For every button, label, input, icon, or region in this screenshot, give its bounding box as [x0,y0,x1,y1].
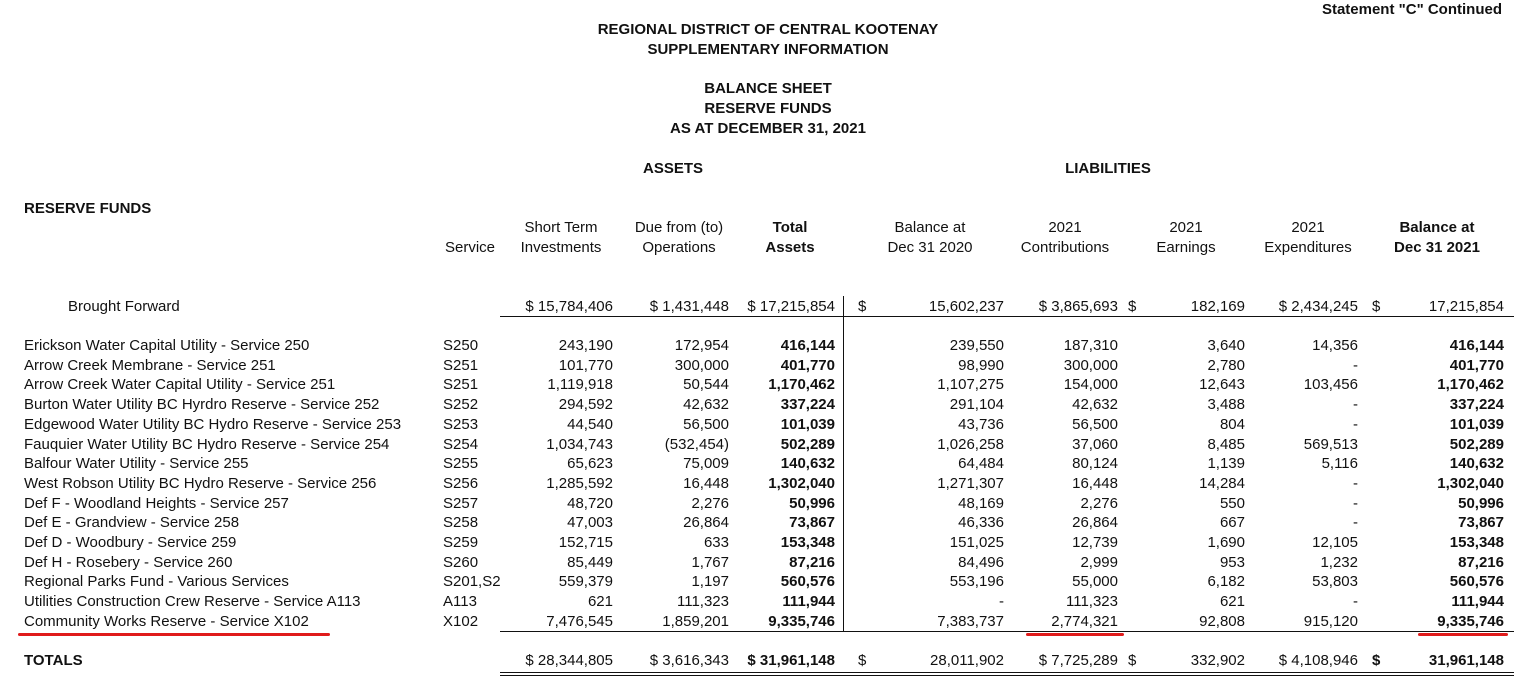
short-term-investments: 47,003 [567,514,613,532]
col-header-service: Service [444,239,496,256]
totals-bal20: 28,011,902 [930,652,1004,669]
total-assets: 9,335,746 [768,612,835,630]
fund-name: West Robson Utility BC Hydro Reserve - Service 256 [24,474,377,492]
brought-forward-row [0,297,1516,317]
brought-forward-ear: 182,169 [1190,298,1245,315]
earnings: 14,284 [1199,474,1245,492]
fund-name: Arrow Creek Water Capital Utility - Service 251 [24,376,336,394]
contributions: 56,500 [1072,415,1118,433]
title-line-4: RESERVE FUNDS [704,100,832,117]
due-from-operations: 1,767 [691,553,729,571]
col-header-sti-line2: Investments [520,239,602,256]
short-term-investments: 101,770 [558,356,613,374]
col-header-due-line2: Operations [642,239,716,256]
table-row [0,533,1516,553]
balance-2021: 101,039 [1449,415,1504,433]
balance-2021: 50,996 [1458,494,1504,512]
due-from-operations: 56,500 [683,415,729,433]
brought-forward-sti: $ 15,784,406 [525,298,613,315]
col-header-total-assets [748,218,832,258]
brought-forward-dollar-ear: $ [1128,298,1137,315]
earnings: 6,182 [1207,573,1245,591]
balance-2020: 43,736 [958,415,1004,433]
balance-2021: 153,348 [1449,534,1504,551]
short-term-investments: 1,285,592 [546,474,613,492]
col-header-bal21-line2: Dec 31 2021 [1394,239,1480,256]
balance-2020: 7,383,737 [937,612,1004,630]
service-code: X102 [443,612,479,630]
earnings: 3,488 [1207,396,1245,414]
title-line-2: SUPPLEMENTARY INFORMATION [647,41,889,58]
fund-name: Def D - Woodbury - Service 259 [24,534,237,551]
totals-exp: $ 4,108,946 [1278,652,1358,669]
service-code: A113 [443,593,477,611]
balance-2021: 73,867 [1458,514,1504,532]
totals-sti: $ 28,344,805 [525,652,613,669]
col-header-balance-2020 [875,218,985,258]
service-code: S253 [443,415,479,433]
totals-due: $ 3,616,343 [649,652,729,669]
due-from-operations: 42,632 [683,396,729,414]
col-header-short-term-investments [508,218,614,258]
balance-2020: 46,336 [958,514,1004,532]
fund-name: Def E - Grandview - Service 258 [24,514,240,532]
balance-2020: 239,550 [949,337,1004,354]
total-assets: 560,576 [780,573,835,591]
brought-forward-label: Brought Forward [68,298,180,315]
col-header-tot-line2: Assets [765,239,815,256]
due-from-operations: 172,954 [674,337,729,354]
service-code: S260 [443,553,479,571]
brought-forward-con: $ 3,865,693 [1038,298,1118,315]
total-assets: 153,348 [780,534,835,551]
expenditures: - [1353,593,1358,611]
totals-row [0,651,1516,671]
contributions: 80,124 [1072,455,1118,473]
col-header-exp-line1: 2021 [1291,219,1325,236]
brought-forward-bal21: 17,215,854 [1428,298,1504,315]
table-row [0,553,1516,573]
col-header-ear-line2: Earnings [1156,239,1216,256]
table-row [0,454,1516,474]
highlight-community-works-name [18,633,330,636]
totals-tot: $ 31,961,148 [747,652,835,669]
assets-group-heading: ASSETS [642,160,704,177]
balance-2021: 111,944 [1451,593,1504,611]
total-assets: 73,867 [789,514,835,532]
total-assets: 416,144 [780,337,835,354]
fund-name: Arrow Creek Membrane - Service 251 [24,356,276,374]
short-term-investments: 1,119,918 [547,376,613,394]
balance-2021: 9,335,746 [1437,612,1504,630]
balance-2021: 1,170,462 [1437,376,1504,394]
fund-name: Utilities Construction Crew Reserve - Service A113 [24,593,361,611]
col-header-con-line2: Contributions [1020,239,1110,256]
total-assets: 337,224 [780,396,835,414]
highlight-community-works-contributions [1026,633,1124,636]
fund-name: Edgewood Water Utility BC Hydro Reserve - Service 253 [24,415,402,433]
title-line-5: AS AT DECEMBER 31, 2021 [670,120,866,137]
balance-2021: 140,632 [1449,455,1504,473]
balance-2020: 48,169 [958,494,1004,512]
earnings: 2,780 [1207,356,1245,374]
table-row [0,415,1516,435]
short-term-investments: 621 [587,593,613,611]
service-code: S259 [443,534,479,551]
liabilities-group-heading: LIABILITIES [1065,160,1151,177]
short-term-investments: 44,540 [567,415,613,433]
earnings: 12,643 [1199,376,1245,394]
contributions: 16,448 [1072,474,1118,492]
earnings: 92,808 [1199,612,1245,630]
balance-2021: 401,770 [1449,356,1504,374]
totals-dollar-bal20: $ [858,652,867,669]
due-from-operations: 111,323 [677,593,729,611]
expenditures: 5,116 [1321,455,1358,473]
short-term-investments: 85,449 [567,553,613,571]
assets-liabilities-divider [843,296,844,632]
balance-2020: 291,104 [949,396,1004,414]
due-from-operations: 75,009 [683,455,729,473]
table-row [0,592,1516,612]
col-header-sti-line1: Short Term [524,219,598,236]
balance-2021: 502,289 [1449,435,1504,453]
service-code: S250 [443,337,479,354]
expenditures: 915,120 [1303,612,1358,630]
contributions: 2,774,321 [1051,612,1118,630]
fund-name: Def H - Rosebery - Service 260 [24,553,233,571]
col-header-ear-line1: 2021 [1169,219,1203,236]
due-from-operations: 16,448 [683,474,729,492]
contributions: 2,999 [1080,553,1118,571]
table-row [0,435,1516,455]
total-assets: 502,289 [780,435,835,453]
short-term-investments: 1,034,743 [546,435,613,453]
due-from-operations: (532,454) [664,435,729,453]
col-header-expenditures [1256,218,1360,258]
balance-2021: 1,302,040 [1437,474,1504,492]
due-from-operations: 633 [703,534,729,551]
balance-2021: 560,576 [1449,573,1504,591]
expenditures: 53,803 [1312,573,1358,591]
expenditures: 103,456 [1303,376,1358,394]
contributions: 26,864 [1072,514,1118,532]
brought-forward-tot: $ 17,215,854 [747,298,835,315]
balance-2020: 64,484 [958,455,1004,473]
title-line-3: BALANCE SHEET [704,80,832,97]
balance-2021: 337,224 [1449,396,1504,414]
table-row [0,572,1516,592]
service-code: S258 [443,514,479,532]
due-from-operations: 300,000 [674,356,729,374]
expenditures: 569,513 [1303,435,1358,453]
col-header-earnings [1140,218,1232,258]
due-from-operations: 26,864 [683,514,729,532]
earnings: 804 [1219,415,1245,433]
service-code: S255 [443,455,479,473]
totals-ear: 332,902 [1190,652,1245,669]
totals-dollar-bal21: $ [1372,652,1381,669]
short-term-investments: 243,190 [558,337,613,354]
col-header-bal20-line2: Dec 31 2020 [887,239,973,256]
contributions: 37,060 [1072,435,1118,453]
balance-2020: 1,026,258 [937,435,1004,453]
totals-bal21: 31,961,148 [1428,652,1504,669]
fund-name: Fauquier Water Utility BC Hydro Reserve - Service 254 [24,435,390,453]
col-header-contributions [1010,218,1120,258]
expenditures: - [1353,356,1358,374]
service-code: S254 [443,435,479,453]
title-line-1: REGIONAL DISTRICT OF CENTRAL KOOTENAY [597,21,939,38]
col-header-due-from-operations [624,218,734,258]
total-assets: 401,770 [780,356,835,374]
balance-2020: 98,990 [958,356,1004,374]
totals-double-rule-1 [500,672,1514,673]
expenditures: 12,105 [1312,534,1358,551]
balance-2021: 416,144 [1449,337,1504,354]
due-from-operations: 1,859,201 [662,612,729,630]
earnings: 550 [1219,494,1245,512]
service-code: S256 [443,474,479,492]
short-term-investments: 65,623 [567,455,613,473]
contributions: 300,000 [1063,356,1118,374]
service-code: S252 [443,396,479,414]
brought-forward-exp: $ 2,434,245 [1278,298,1358,315]
earnings: 8,485 [1207,435,1245,453]
col-header-con-line1: 2021 [1048,219,1082,236]
fund-name: Community Works Reserve - Service X102 [24,612,309,630]
col-header-bal20-line1: Balance at [894,219,966,236]
earnings: 953 [1219,553,1245,571]
short-term-investments: 7,476,545 [546,612,613,630]
expenditures: - [1353,474,1358,492]
col-header-exp-line2: Expenditures [1264,239,1352,256]
due-from-operations: 2,276 [691,494,729,512]
expenditures: 1,232 [1320,553,1358,571]
service-code: S251 [443,376,479,394]
table-row [0,494,1516,514]
col-header-due-line1: Due from (to) [634,219,724,236]
fund-name: Def F - Woodland Heights - Service 257 [24,494,289,512]
table-row [0,474,1516,494]
brought-forward-bal20: 15,602,237 [928,298,1004,315]
contributions: 55,000 [1072,573,1118,591]
balance-2021: 87,216 [1458,553,1504,571]
expenditures: 14,356 [1312,337,1358,354]
expenditures: - [1353,514,1358,532]
table-row [0,395,1516,415]
expenditures: - [1353,396,1358,414]
expenditures: - [1353,494,1358,512]
brought-forward-underline [500,316,1514,317]
section-label: RESERVE FUNDS [24,200,152,217]
contributions: 2,276 [1080,494,1118,512]
balance-2020: 1,271,307 [937,474,1004,492]
total-assets: 1,302,040 [768,474,835,492]
highlight-community-works-balance [1418,633,1508,636]
service-code: S251 [443,356,479,374]
contributions: 42,632 [1072,396,1118,414]
short-term-investments: 294,592 [558,396,613,414]
contributions: 187,310 [1063,337,1118,354]
col-header-balance-2021 [1382,218,1492,258]
expenditures: - [1353,415,1358,433]
fund-name: Erickson Water Capital Utility - Service 250 [24,337,310,354]
balance-2020: 151,025 [949,534,1004,551]
fund-name: Regional Parks Fund - Various Services [24,573,289,591]
earnings: 1,139 [1207,455,1245,473]
contributions: 12,739 [1072,534,1118,551]
total-assets: 140,632 [780,455,835,473]
total-assets: 50,996 [789,494,835,512]
service-code: S257 [443,494,479,512]
earnings: 1,690 [1207,534,1245,551]
short-term-investments: 559,379 [558,573,613,591]
totals-con: $ 7,725,289 [1038,652,1118,669]
totals-double-rule-2 [500,675,1514,676]
total-assets: 1,170,462 [768,376,835,394]
fund-name: Burton Water Utility BC Hyrdro Reserve - Service 252 [24,396,380,414]
balance-2020: 84,496 [958,553,1004,571]
col-header-tot-line1: Total [772,219,808,236]
total-assets: 111,944 [782,593,835,611]
balance-2020: 553,196 [949,573,1004,591]
table-row [0,612,1516,632]
table-row [0,375,1516,395]
brought-forward-dollar-bal21: $ [1372,298,1381,315]
table-row [0,336,1516,356]
contributions: 154,000 [1063,376,1118,394]
totals-top-rule [500,631,1514,632]
balance-2020: - [999,593,1004,611]
due-from-operations: 50,544 [683,376,729,394]
totals-label: TOTALS [24,652,83,669]
earnings: 3,640 [1207,337,1245,354]
fund-name: Balfour Water Utility - Service 255 [24,455,249,473]
statement-label: Statement "C" Continued [1321,1,1502,18]
col-header-bal21-line1: Balance at [1399,219,1475,236]
contributions: 111,323 [1066,593,1118,611]
earnings: 667 [1219,514,1245,532]
earnings: 621 [1219,593,1245,611]
due-from-operations: 1,197 [691,573,729,591]
table-row [0,513,1516,533]
service-code: S201,S2 [443,573,501,591]
short-term-investments: 152,715 [558,534,613,551]
total-assets: 87,216 [789,553,835,571]
balance-2020: 1,107,275 [937,376,1004,394]
brought-forward-dollar-bal20: $ [858,298,867,315]
total-assets: 101,039 [780,415,835,433]
brought-forward-due: $ 1,431,448 [649,298,729,315]
table-row [0,356,1516,376]
short-term-investments: 48,720 [567,494,613,512]
totals-dollar-ear: $ [1128,652,1137,669]
